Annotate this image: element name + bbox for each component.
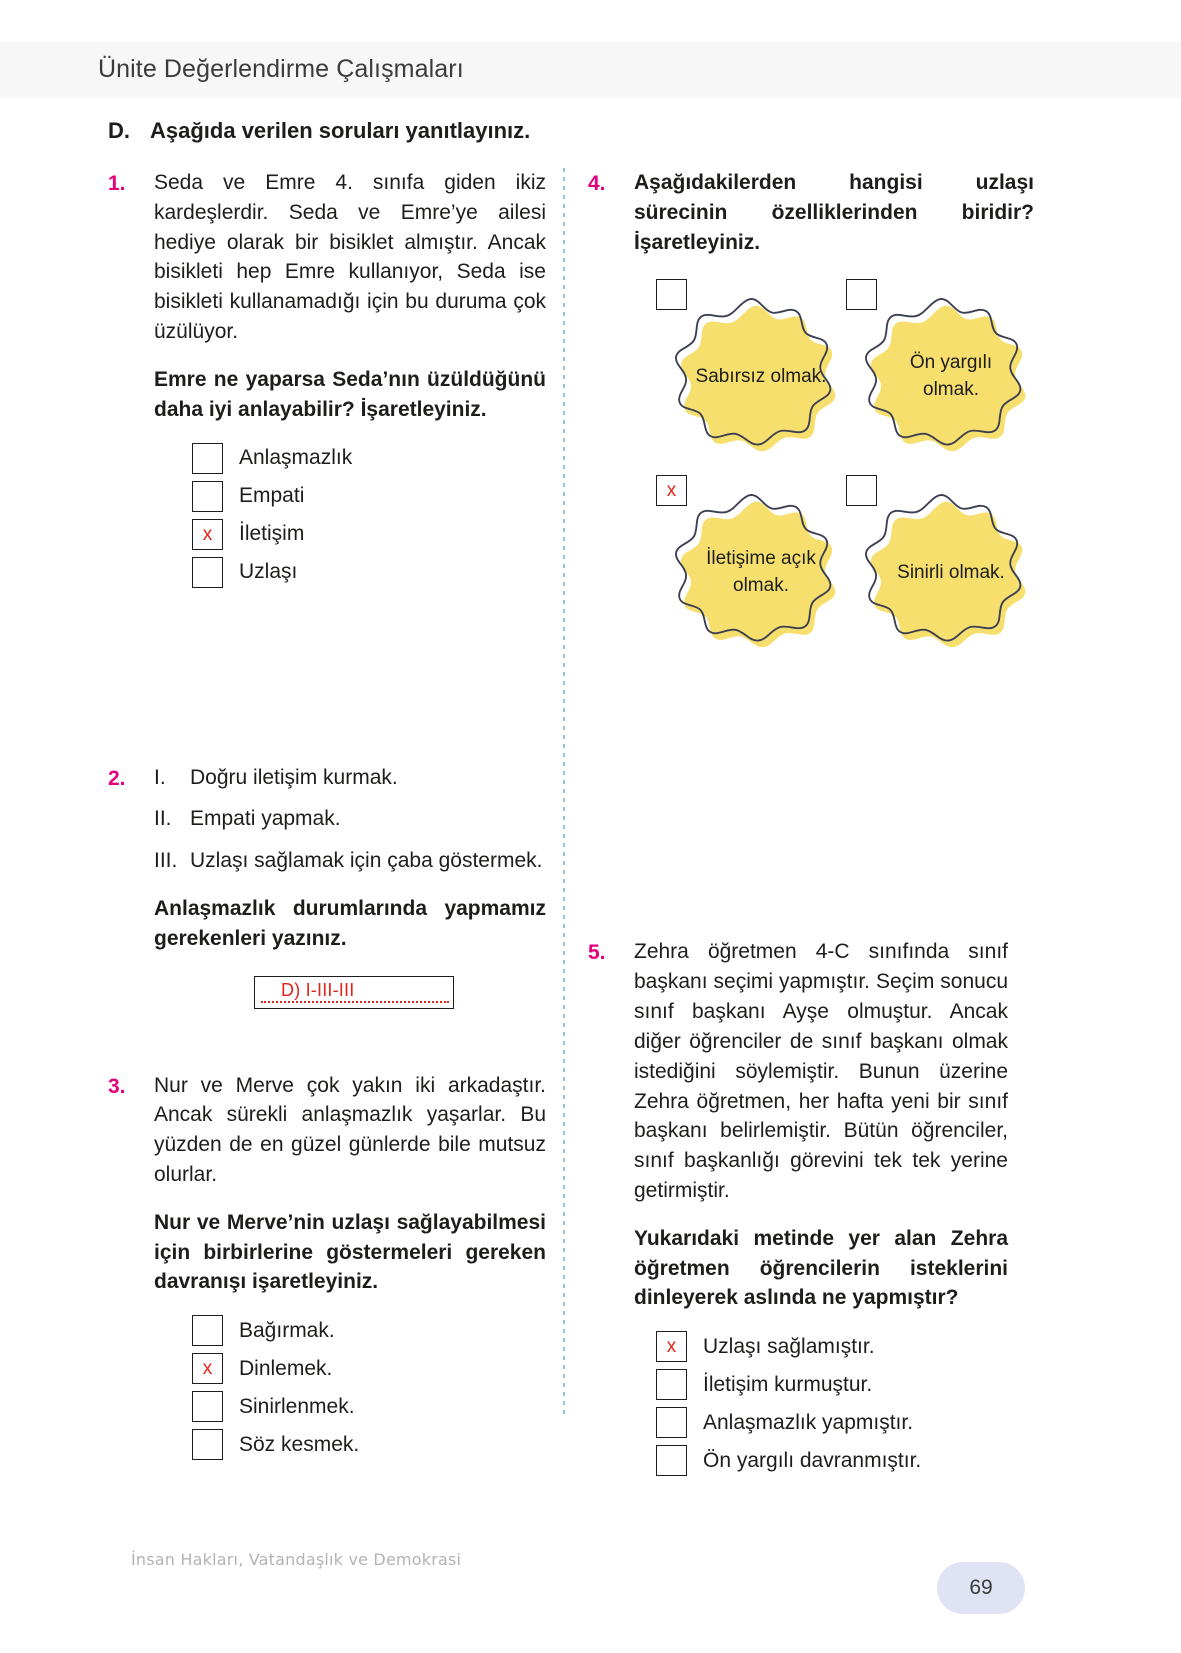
answer-dotted-line xyxy=(261,1001,449,1003)
answer-input-box[interactable] xyxy=(254,976,454,1009)
option-label: Anlaşmazlık yapmıştır. xyxy=(703,1411,914,1435)
question-1-paragraph: Seda ve Emre 4. sınıfa giden ikiz kardeşlerdir. Seda ve Emre’ye ailesi hediye olarak bir bisiklet almıştır. Ancak bisikleti hep Emre kullanıyor, Seda ise bisikleti kullanamadığı için bu duruma çok üzülüyor. xyxy=(154,171,546,344)
question-4-prompt: Aşağıdakilerden hangisi uzlaşı sürecinin özelliklerinden biridir? İşaretleyiniz. xyxy=(634,171,1034,254)
question-2-prompt: Anlaşmazlık durumlarında yapmamız gerekenleri yazınız. xyxy=(154,896,546,950)
right-column xyxy=(588,168,1034,1483)
question-3 xyxy=(108,1071,546,1468)
page-title: Ünite Değerlendirme Çalışmaları xyxy=(98,55,464,83)
option-label: Bağırmak. xyxy=(239,1319,335,1343)
checkbox[interactable] xyxy=(656,1407,687,1438)
roman-label: III. xyxy=(154,849,178,873)
answer-handwritten-text: D) I-III-III xyxy=(281,979,355,1000)
badge-option[interactable] xyxy=(656,279,846,465)
option-label: İletişim xyxy=(239,522,305,546)
option-label: Empati xyxy=(239,484,305,508)
roman-item xyxy=(154,804,546,834)
option-row[interactable] xyxy=(192,1391,546,1422)
roman-label: II. xyxy=(154,807,172,831)
footer-note: İnsan Hakları, Vatandaşlık ve Demokrasi xyxy=(131,1550,462,1569)
checkbox[interactable] xyxy=(846,279,877,310)
option-label: Dinlemek. xyxy=(239,1357,333,1381)
badge-label: Sinirli olmak. xyxy=(897,561,1005,583)
checkbox[interactable] xyxy=(192,1391,223,1422)
checkbox[interactable] xyxy=(656,279,687,310)
option-row[interactable] xyxy=(656,1331,1008,1362)
option-label: Sinirlenmek. xyxy=(239,1395,355,1419)
checkbox[interactable] xyxy=(192,481,223,512)
question-5 xyxy=(588,937,1008,1483)
left-column xyxy=(108,168,546,1467)
badge-label: İletişime açık olmak. xyxy=(706,547,816,597)
option-row[interactable] xyxy=(192,1429,546,1460)
badge-label: Ön yargılı olmak. xyxy=(909,351,993,401)
checkbox[interactable] xyxy=(192,443,223,474)
question-1-number: 1. xyxy=(108,172,126,195)
badge-label: Sabırsız olmak. xyxy=(695,365,827,387)
option-row[interactable] xyxy=(192,1353,546,1384)
column-divider xyxy=(563,168,565,1418)
question-4-badge-grid xyxy=(634,279,1034,659)
option-row[interactable] xyxy=(192,481,546,512)
option-row[interactable] xyxy=(656,1407,1008,1438)
checkbox-checked[interactable]: x xyxy=(192,519,223,550)
checkbox[interactable] xyxy=(192,1315,223,1346)
question-3-number: 3. xyxy=(108,1074,126,1098)
badge-option[interactable] xyxy=(846,279,1036,465)
checkbox[interactable] xyxy=(656,1445,687,1476)
option-label: Söz kesmek. xyxy=(239,1433,360,1457)
starburst-icon xyxy=(868,489,1034,655)
question-4 xyxy=(588,168,1034,659)
section-letter: D. xyxy=(108,118,130,143)
question-2-roman-list xyxy=(154,763,546,876)
question-5-number: 5. xyxy=(588,941,606,965)
question-5-options xyxy=(656,1331,1008,1476)
checkbox[interactable] xyxy=(192,1429,223,1460)
roman-item xyxy=(154,763,546,793)
roman-item xyxy=(154,846,546,876)
question-3-prompt: Nur ve Merve’nin uzlaşı sağlayabilmesi için birbirlerine göstermeleri gereken davranışı işaretleyiniz. xyxy=(154,1210,546,1294)
roman-text: Empati yapmak. xyxy=(190,807,341,831)
page-number-badge: 69 xyxy=(937,1562,1025,1614)
option-label: İletişim kurmuştur. xyxy=(703,1373,873,1397)
question-5-paragraph: Zehra öğretmen 4-C sınıfında sınıf başkanı seçimi yapmıştır. Seçim sonucu sınıf başkanı Ayşe olmuştur. Ancak diğer öğrenciler de sınıf başkanı olmak istediğini söylemiştir. Bunun üzerine Zehra öğretmen, her hafta yeni bir sınıf başkanı belirlemiştir. Bütün öğrenciler, sınıf başkanlığı görevini tek tek yerine getirmiştir. xyxy=(634,940,1008,1202)
option-row[interactable] xyxy=(192,557,546,588)
option-label: Uzlaşı sağlamıştır. xyxy=(703,1335,875,1359)
roman-label: I. xyxy=(154,765,166,789)
starburst-icon xyxy=(868,293,1034,459)
question-1-options xyxy=(192,443,546,588)
checkbox[interactable] xyxy=(192,557,223,588)
question-2-number: 2. xyxy=(108,766,126,790)
option-row[interactable] xyxy=(192,443,546,474)
badge-option-selected[interactable] xyxy=(656,475,846,661)
checkbox-checked[interactable]: x xyxy=(656,1331,687,1362)
option-row[interactable] xyxy=(192,519,546,550)
option-row[interactable] xyxy=(192,1315,546,1346)
checkbox-checked[interactable]: x xyxy=(656,475,687,506)
question-4-number: 4. xyxy=(588,172,606,195)
question-3-paragraph: Nur ve Merve çok yakın iki arkadaştır. Ancak sürekli anlaşmazlık yaşarlar. Bu yüzden de en güzel günlerde bile mutsuz olurlar. xyxy=(154,1073,546,1186)
question-1-prompt: Emre ne yaparsa Seda’nın üzüldüğünü daha iyi anlayabilir? İşaretleyiniz. xyxy=(154,367,546,421)
question-2-answer-area xyxy=(254,976,546,1009)
checkbox-checked[interactable]: x xyxy=(192,1353,223,1384)
section-instruction: Aşağıda verilen soruları yanıtlayınız. xyxy=(150,118,531,143)
option-row[interactable] xyxy=(656,1369,1008,1400)
question-1 xyxy=(108,168,546,595)
option-row[interactable] xyxy=(656,1445,1008,1476)
starburst-icon xyxy=(678,293,844,459)
question-3-options xyxy=(192,1315,546,1460)
option-label: Ön yargılı davranmıştır. xyxy=(703,1449,922,1473)
option-label: Anlaşmazlık xyxy=(239,446,353,470)
section-heading xyxy=(108,118,530,144)
question-2 xyxy=(108,763,546,1009)
checkbox[interactable] xyxy=(846,475,877,506)
roman-text: Uzlaşı sağlamak için çaba göstermek. xyxy=(190,849,543,873)
badge-option[interactable] xyxy=(846,475,1036,661)
option-label: Uzlaşı xyxy=(239,560,298,584)
checkbox[interactable] xyxy=(656,1369,687,1400)
starburst-icon xyxy=(678,489,844,655)
question-5-prompt: Yukarıdaki metinde yer alan Zehra öğretmen öğrencilerin isteklerini dinleyerek aslında ne yapmıştır? xyxy=(634,1226,1008,1310)
roman-text: Doğru iletişim kurmak. xyxy=(190,765,398,789)
